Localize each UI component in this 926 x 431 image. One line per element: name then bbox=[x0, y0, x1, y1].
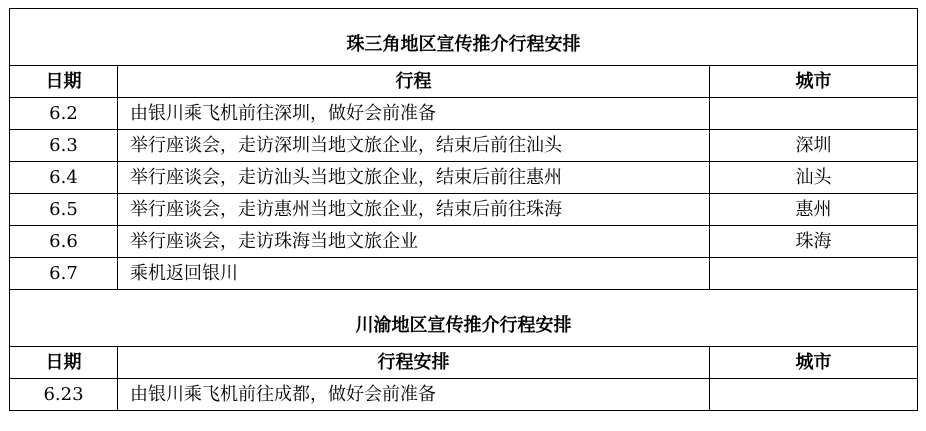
city-cell bbox=[710, 258, 918, 290]
table-row bbox=[10, 258, 918, 290]
city-cell: 深圳 bbox=[710, 130, 918, 162]
itinerary-cell: 由银川乘飞机前往深圳，做好会前准备 bbox=[118, 98, 710, 130]
section-title-text: 珠三角地区宣传推介行程安排 bbox=[346, 34, 581, 55]
itinerary-cell: 举行座谈会，走访汕头当地文旅企业，结束后前往惠州 bbox=[118, 162, 710, 194]
itinerary-table bbox=[9, 8, 918, 411]
itinerary-cell: 乘机返回银川 bbox=[118, 258, 710, 290]
city-cell: 汕头 bbox=[710, 162, 918, 194]
date-cell: 6.6 bbox=[10, 226, 118, 258]
header-row bbox=[10, 66, 918, 98]
itinerary-cell: 举行座谈会，走访珠海当地文旅企业 bbox=[118, 226, 710, 258]
city-cell: 珠海 bbox=[710, 226, 918, 258]
city-cell: 惠州 bbox=[710, 194, 918, 226]
date-cell: 6.23 bbox=[10, 379, 118, 411]
date-cell: 6.7 bbox=[10, 258, 118, 290]
table-row bbox=[10, 379, 918, 411]
header-row bbox=[10, 347, 918, 379]
header-date: 日期 bbox=[10, 66, 118, 98]
city-cell bbox=[710, 98, 918, 130]
header-city: 城市 bbox=[710, 347, 918, 379]
section-title bbox=[10, 290, 918, 347]
section-title-text: 川渝地区宣传推介行程安排 bbox=[355, 315, 572, 336]
table-row bbox=[10, 98, 918, 130]
date-cell: 6.2 bbox=[10, 98, 118, 130]
date-cell: 6.4 bbox=[10, 162, 118, 194]
itinerary-cell: 举行座谈会，走访惠州当地文旅企业，结束后前往珠海 bbox=[118, 194, 710, 226]
table-row bbox=[10, 130, 918, 162]
date-cell: 6.5 bbox=[10, 194, 118, 226]
header-city: 城市 bbox=[710, 66, 918, 98]
city-cell bbox=[710, 379, 918, 411]
header-itinerary: 行程 bbox=[118, 66, 710, 98]
section-title bbox=[10, 9, 918, 66]
date-cell: 6.3 bbox=[10, 130, 118, 162]
header-itinerary: 行程安排 bbox=[118, 347, 710, 379]
table-row bbox=[10, 226, 918, 258]
itinerary-cell: 由银川乘飞机前往成都，做好会前准备 bbox=[118, 379, 710, 411]
table-row bbox=[10, 162, 918, 194]
table-row bbox=[10, 194, 918, 226]
itinerary-cell: 举行座谈会，走访深圳当地文旅企业，结束后前往汕头 bbox=[118, 130, 710, 162]
header-date: 日期 bbox=[10, 347, 118, 379]
section-title-row bbox=[10, 290, 918, 347]
section-title-row bbox=[10, 9, 918, 66]
